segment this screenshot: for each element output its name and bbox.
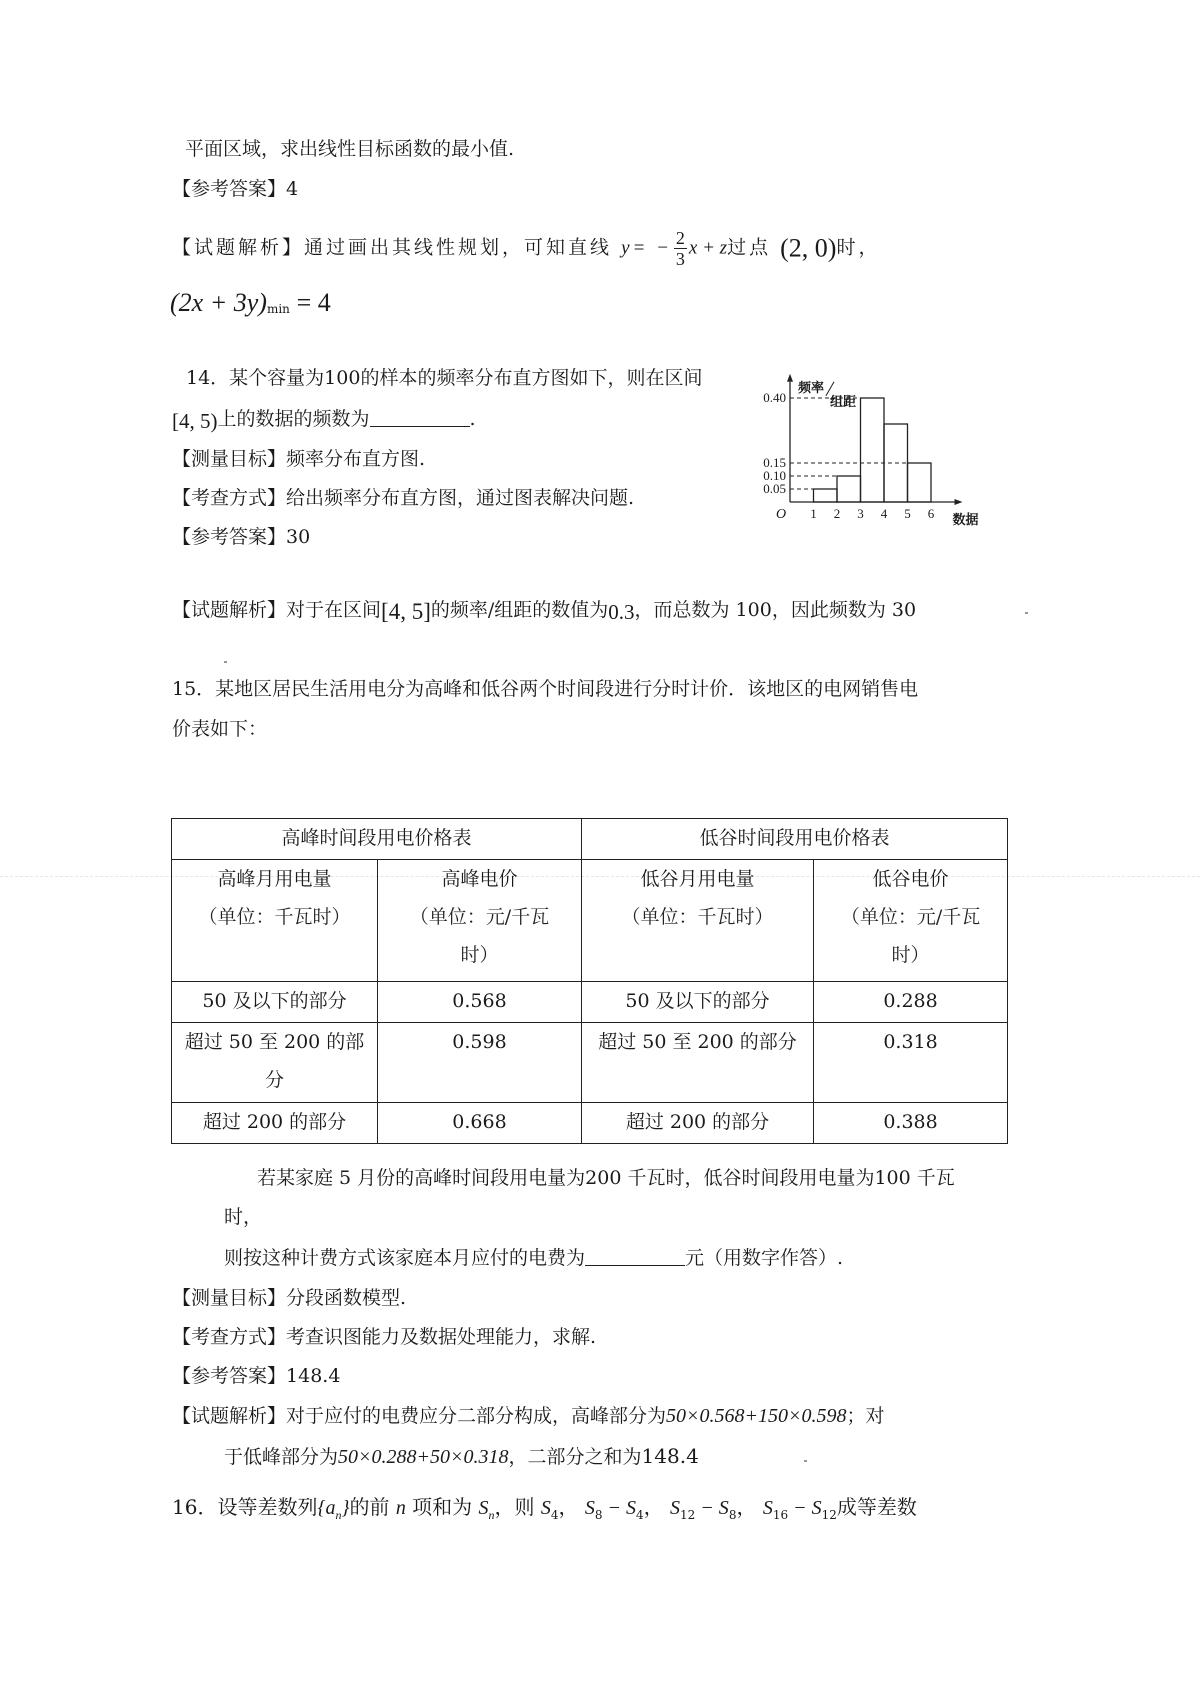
analysis-label: 【试题解析】 — [172, 599, 287, 621]
y-tick-label: 0.40 — [763, 390, 786, 405]
col-unit: （单位：千瓦时） — [198, 906, 351, 928]
y-tick-label: 0.05 — [763, 481, 786, 496]
analysis-text-3: 时， — [836, 236, 881, 259]
peak-price: 0.598 — [378, 1023, 582, 1103]
analysis-text: 对于应付的电费应分二部分构成，高峰部分为 — [286, 1405, 667, 1427]
y-axis-label-bottom: 组距 — [830, 393, 857, 409]
col-valley-usage — [582, 860, 814, 982]
q14-interval: [4, 5) — [172, 409, 218, 433]
q14-method — [172, 485, 634, 511]
q14-analysis — [172, 597, 916, 625]
peak-range-text-cont: 分 — [264, 1069, 284, 1091]
analysis-label: 【试题解析】 — [172, 1405, 287, 1427]
stray-mark — [224, 661, 227, 663]
term-1-sub: 4 — [550, 1508, 559, 1522]
peak-range — [172, 1023, 378, 1103]
term-4-minus-sub: 12 — [821, 1508, 837, 1522]
analysis-text: 对于在区间 — [286, 599, 382, 621]
x-tick-label: 1 — [810, 506, 817, 521]
valley-price: 0.388 — [814, 1103, 1008, 1144]
q16-text-c: 项和为 — [412, 1495, 473, 1519]
analysis-text-2: 过点 — [727, 236, 772, 259]
q16-text-a: 16．设等差数列 — [172, 1495, 318, 1519]
analysis-value: 0.3 — [608, 600, 635, 624]
analysis-sum: 148.4 — [641, 1444, 699, 1468]
q15-analysis — [172, 1403, 885, 1429]
analysis-text-2: 的频率/组距的数值为 — [430, 599, 609, 621]
peak-price: 0.568 — [378, 982, 582, 1023]
answer-label: 【参考答案】 — [172, 178, 287, 200]
goal-label: 【测量目标】 — [172, 448, 287, 470]
var-S: S — [478, 1497, 489, 1519]
equals-minus: = − — [632, 237, 672, 259]
x-tick-label: 2 — [833, 506, 841, 521]
fraction-numerator: 2 — [675, 228, 685, 248]
stray-mark — [1025, 612, 1028, 614]
table-column-header — [172, 860, 1008, 982]
x-axis-arrow — [955, 499, 963, 505]
fraction-two-thirds — [674, 228, 687, 269]
histogram-bar — [814, 489, 838, 502]
q15-question-a: 则按这种计费方式该家庭本月应付的电费为 — [224, 1247, 586, 1269]
answer-value: 4 — [286, 178, 299, 200]
term-1: S — [540, 1497, 551, 1519]
col-unit: （单位：元/千瓦 — [840, 906, 981, 928]
q15-goal — [172, 1285, 406, 1311]
term-4-minus: − S — [788, 1497, 822, 1519]
method-text: 考查识图能力及数据处理能力，求解. — [286, 1326, 597, 1348]
q14-stem-2 — [172, 406, 476, 434]
min-value: = 4 — [296, 288, 331, 317]
peak-range-text: 超过 50 至 200 的部 — [184, 1031, 365, 1053]
y-tick-label: 0.10 — [763, 468, 786, 483]
table-row — [172, 982, 1008, 1023]
col-peak-price — [378, 860, 582, 982]
q15-condition: 若某家庭 5 月份的高峰时间段用电量为200 千瓦时，低谷时间段用电量为100 千瓦 — [257, 1167, 955, 1189]
y-axis-label-top: 频率 — [798, 379, 825, 395]
table-row — [172, 1023, 1008, 1103]
term-3-sub: 12 — [680, 1508, 696, 1522]
analysis-label: 【试题解析】 — [172, 236, 305, 259]
histogram-marks — [763, 374, 978, 527]
group-peak-header: 高峰时间段用电价格表 — [172, 819, 582, 860]
method-text: 给出频率分布直方图，通过图表解决问题. — [286, 487, 635, 509]
price-table — [171, 818, 1008, 1144]
x-tick-label: 4 — [880, 506, 888, 521]
col-title: 低谷月用电量 — [640, 868, 755, 890]
analysis-text-3: 于低峰部分为 — [224, 1446, 339, 1468]
col-unit: （单位：千瓦时） — [621, 906, 774, 928]
q14-stem: 14．某个容量为100的样本的频率分布直方图如下，则在区间 — [186, 367, 703, 389]
q14-answer — [172, 524, 310, 550]
seq-sub: n — [335, 1508, 342, 1522]
col-title: 低谷电价 — [872, 868, 949, 890]
q15-answer — [172, 1363, 340, 1389]
goal-text: 分段函数模型. — [286, 1287, 407, 1309]
line-region-text: 平面区域，求出线性目标函数的最小值. — [185, 138, 515, 160]
answer-value: 148.4 — [286, 1365, 341, 1387]
peak-price: 0.668 — [378, 1103, 582, 1144]
y-axis-arrow — [787, 374, 793, 382]
valley-range: 超过 50 至 200 的部分 — [582, 1023, 814, 1103]
seq-open: {a — [317, 1497, 336, 1519]
q16-text-d: ，则 — [494, 1495, 535, 1519]
y-tick-label: 0.15 — [763, 455, 786, 470]
term-2-sub: 8 — [594, 1508, 603, 1522]
x-axis-label: 数据 — [952, 512, 979, 527]
q16-text-e: 成等差数 — [836, 1495, 917, 1519]
min-expr: (2x + 3y) — [170, 288, 267, 317]
var-n: n — [395, 1497, 406, 1519]
stray-mark — [804, 1460, 807, 1462]
q15-question — [224, 1245, 843, 1271]
q15-method — [172, 1324, 596, 1350]
analysis-text: 通过画出其线性规划，可知直线 — [304, 236, 613, 259]
min-subscript: min — [266, 302, 290, 317]
histogram-bar — [908, 463, 932, 502]
histogram-bar — [837, 476, 861, 502]
col-unit: （单位：元/千瓦 — [409, 906, 550, 928]
answer-value: 30 — [286, 526, 311, 548]
analysis-expr-2: 50×0.288+50×0.318 — [338, 1446, 509, 1468]
point-2-0: (2, 0) — [780, 233, 837, 263]
term-3-minus: − S — [695, 1497, 729, 1519]
q14-stem-rest: 上的数据的频数为 — [217, 408, 370, 430]
valley-range: 超过 200 的部分 — [582, 1103, 814, 1144]
method-label: 【考查方式】 — [172, 487, 287, 509]
col-unit-cont: 时） — [891, 944, 930, 966]
min-expression — [170, 288, 331, 322]
histogram-chart — [763, 352, 1036, 570]
term-2-minus-sub: 4 — [636, 1508, 644, 1522]
peak-range: 50 及以下的部分 — [172, 982, 378, 1023]
term-4: S — [762, 1497, 773, 1519]
sep: ， — [736, 1495, 757, 1519]
S-sub: n — [488, 1508, 495, 1522]
histogram-bar — [861, 398, 885, 502]
q15-condition-2: 时， — [224, 1206, 263, 1228]
x-tick-label: 6 — [927, 506, 935, 521]
peak-range: 超过 200 的部分 — [172, 1103, 378, 1144]
table-group-header — [172, 819, 1008, 860]
term-3: S — [670, 1497, 681, 1519]
col-title: 高峰月用电量 — [217, 868, 332, 890]
x-tick-label: 5 — [904, 506, 911, 521]
table-row — [172, 1103, 1008, 1144]
goal-text: 频率分布直方图. — [286, 448, 426, 470]
col-peak-usage — [172, 860, 378, 982]
term-2: S — [584, 1497, 595, 1519]
q15-question-b: 元（用数字作答）. — [685, 1247, 844, 1269]
col-title: 高峰电价 — [441, 868, 518, 890]
valley-price: 0.288 — [814, 982, 1008, 1023]
q14-stem-end: . — [469, 408, 476, 430]
var-y: y — [621, 237, 633, 259]
answer-label: 【参考答案】 — [172, 1365, 287, 1387]
answer-line-13 — [172, 176, 298, 202]
analysis-text-2: ；对 — [846, 1405, 885, 1427]
term-3-minus-sub: 8 — [728, 1508, 737, 1522]
term-2-minus: − S — [602, 1497, 637, 1519]
analysis-expr: 50×0.568+150×0.598 — [666, 1405, 847, 1427]
q14-goal — [172, 446, 425, 472]
seq-close: } — [341, 1497, 350, 1519]
q15-stem: 15．某地区居民生活用电分为高峰和低谷两个时间段进行分时计价．该地区的电网销售电 — [172, 678, 919, 700]
q15-answer-blank[interactable] — [585, 1247, 685, 1266]
valley-price: 0.318 — [814, 1023, 1008, 1103]
answer-label: 【参考答案】 — [172, 526, 287, 548]
origin-label: O — [776, 507, 787, 522]
term-4-sub: 16 — [772, 1508, 789, 1522]
valley-range: 50 及以下的部分 — [582, 982, 814, 1023]
expr-x-plus-z: x + z — [688, 237, 728, 259]
q15-stem-2: 价表如下： — [172, 718, 268, 740]
analysis-line-13 — [172, 228, 880, 269]
q16-text-b: 的前 — [349, 1495, 390, 1519]
col-unit-cont: 时） — [460, 944, 499, 966]
analysis-text-4: ，二部分之和为 — [508, 1446, 642, 1468]
q15-analysis-2 — [224, 1443, 699, 1470]
fraction-denominator: 3 — [675, 249, 685, 269]
col-valley-price — [814, 860, 1008, 982]
sep: ， — [643, 1495, 664, 1519]
x-tick-label: 3 — [857, 506, 864, 521]
analysis-interval: [4, 5] — [381, 599, 431, 624]
group-valley-header: 低谷时间段用电价格表 — [582, 819, 1008, 860]
q16-stem — [172, 1494, 917, 1528]
analysis-text-3: ，而总数为 100，因此频数为 30 — [634, 599, 917, 621]
goal-label: 【测量目标】 — [172, 1287, 287, 1309]
sep: ， — [558, 1495, 579, 1519]
q14-answer-blank[interactable] — [370, 408, 470, 427]
method-label: 【考查方式】 — [172, 1326, 287, 1348]
